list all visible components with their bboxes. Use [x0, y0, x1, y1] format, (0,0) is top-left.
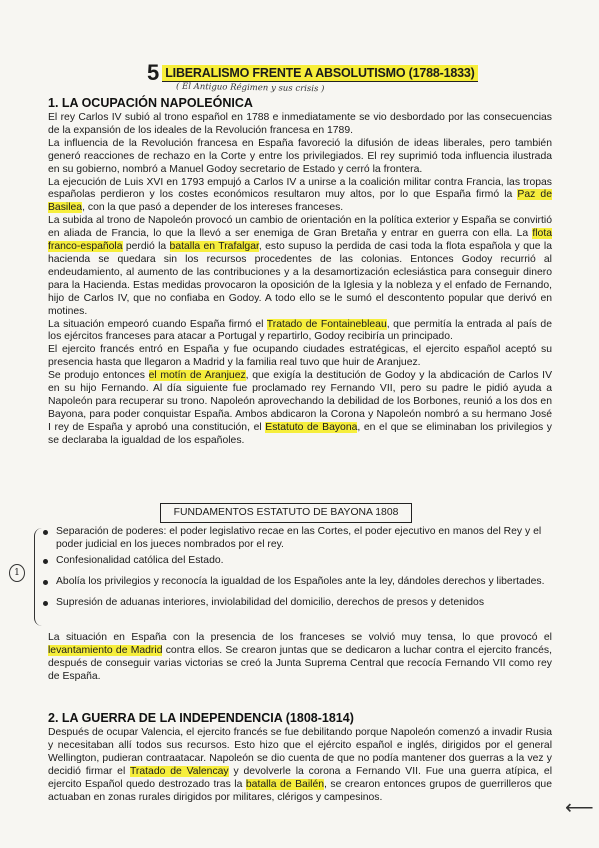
section-1-heading: 1. LA OCUPACIÓN NAPOLEÓNICA [48, 96, 253, 110]
handwritten-arrow-icon: ⟵ [565, 797, 594, 819]
highlight-flota: flota franco-española [48, 228, 552, 253]
estatuto-bullets [48, 526, 558, 610]
highlight-paz-basilea: Paz de Basilea [48, 189, 552, 214]
highlight-bailen: batalla de Bailén [245, 778, 325, 790]
document-title [147, 62, 478, 84]
estatuto-box-title: FUNDAMENTOS ESTATUTO DE BAYONA 1808 [160, 503, 412, 523]
paragraph-5: La situación empeoró cuando España firmó el Tratado de Fontainebleau, que permitía la entrada al país de los ejércitos franceses para atacar a Portugal y repartirlo, Godoy recibiría un principado. [48, 318, 552, 343]
list-item: Confesionalidad católica del Estado. [48, 555, 558, 568]
highlight-valencay: Tratado de Valencay [129, 765, 229, 777]
section-2-heading: 2. LA GUERRA DE LA INDEPENDENCIA (1808-1814) [48, 711, 354, 725]
unit-number: 5 [147, 60, 160, 85]
title-text: LIBERALISMO FRENTE A ABSOLUTISMO (1788-1833) [162, 65, 477, 82]
section-2-body [48, 727, 552, 804]
list-item: Separación de poderes: el poder legislativo recae en las Cortes, el poder ejecutivo en manos del Rey y el poder judicial en los jueces nombrados por el rey. [48, 526, 558, 552]
paragraph-7: Se produjo entonces el motín de Aranjuez, que exigía la destitución de Godoy y la abdicación de Carlos IV en su hijo Fernando. Al día siguiente fue proclamado rey Fernando VII, pero su padre le pidió ayuda a Napoleón para recuperar su trono. Napoleón aprovechando la debilidad de los Borbones, reunió a los dos en Bayona, para poder conquistar España. Ambos abdicaron la Corona y Napoleón nombró a su hermano José I rey de España y aprobó una constitución, el Estatuto de Bayona, en el que se eliminaban los privilegios y se declaraba la igualdad de los españoles. [48, 370, 552, 446]
paragraph-levantamiento: La situación en España con la presencia de los franceses se volvió muy tensa, lo que provocó el levantamiento de Madrid contra ellos. Se crearon juntas que se dedicaron a luchar contra el ejercito francés, después de conseguir varias victorias se creó la Junta Suprema Central que recocía Fernando VII como rey de España. [48, 632, 552, 682]
highlight-motin-aranjuez: el motín de Aranjuez [148, 370, 246, 382]
highlight-trafalgar: batalla en Trafalgar [169, 241, 259, 253]
paragraph-guerra: Después de ocupar Valencia, el ejercito francés se fue debilitando porque Napoleón comenzó a invadir Rusia y necesitaban allí todos sus recursos. Esto hizo que el ejército español e inglés, dirigidos por el general Wellington, pudieran contraatacar. Napoleón se dio cuenta de que no podía mantener dos guerras a la vez y decidió firmar el Tratado de Valencay y devolverle la corona a Fernando VII. Fue una guerra atípica, el ejercito Español quedo destrozado tras la batalla de Bailén, se crearon entonces grupos de guerrilleros que actuaban en zonas rurales dirigidos por militares, clérigos y campesinos. [48, 727, 552, 803]
paragraph-3: La ejecución de Luis XVI en 1793 empujó a Carlos IV a unirse a la coalición militar contra Francia, las tropas españolas perdieron y los costes económicos resultaron muy altos, por lo que España firmó la Paz de Basilea, con la que pasó a depender de los intereses franceses. [48, 176, 552, 214]
highlight-levantamiento: levantamiento de Madrid [48, 644, 163, 656]
list-item: Supresión de aduanas interiores, inviolabilidad del domicilio, derechos de presos y detenidos [48, 597, 558, 610]
section-1-closing [48, 632, 552, 684]
paragraph-2: La influencia de la Revolución francesa en España favoreció la difusión de ideas liberales, pero también generó reacciones de rechazo en la Corte y entre los privilegiados. El rey suprimió toda influencia ilustrada en su gobierno, nombró a Manuel Godoy secretario de Estado y cerró la frontera. [48, 137, 552, 175]
handwritten-subtitle: ( El Antiguo Régimen y sus crisis ) [175, 81, 325, 95]
paragraph-1: El rey Carlos IV subió al trono español en 1788 e inmediatamente se vio desbordado por las consecuencias de la expansión de los ideales de la Revolución francesa en 1789. [48, 112, 552, 136]
highlight-estatuto-bayona: Estatuto de Bayona [265, 421, 358, 433]
highlight-fontainebleau: Tratado de Fontainebleau [266, 318, 387, 330]
section-1-body [48, 112, 552, 448]
paragraph-4: La subida al trono de Napoleón provocó un cambio de orientación en la política exterior y España se convirtió en aliada de Francia, lo que la llevó a ser enemiga de Gran Bretaña y entrar en guerra con ella. La flota franco-española perdió la batalla en Trafalgar, esto supuso la perdida de casi toda la flota española y que la hacienda se quedara sin los recursos procedentes de las colonias. Entonces Godoy recurrió al endeudamiento, al aumento de las contribuciones y a la desamortización eclesiástica para conseguir dinero para la Hacienda. Estas medidas provocaron la oposición de la Iglesia y la nobleza y el enfado de Fernando, hijo de Carlos IV, que no confiaba en Godoy. A todo ello se le sumó el descontento popular que derivó en motines. [48, 215, 552, 317]
brace-mark [34, 528, 45, 626]
list-item: Abolía los privilegios y reconocía la igualdad de los Españoles ante la ley, dándoles derechos y libertades. [48, 576, 558, 589]
circled-number-mark: 1 [9, 564, 25, 582]
paragraph-6: El ejercito francés entró en España y fue ocupando ciudades estratégicas, el ejercito español aceptó su presencia hasta que llegaron a Madrid y la familia real tuvo que huir de Aranjuez. [48, 344, 552, 369]
